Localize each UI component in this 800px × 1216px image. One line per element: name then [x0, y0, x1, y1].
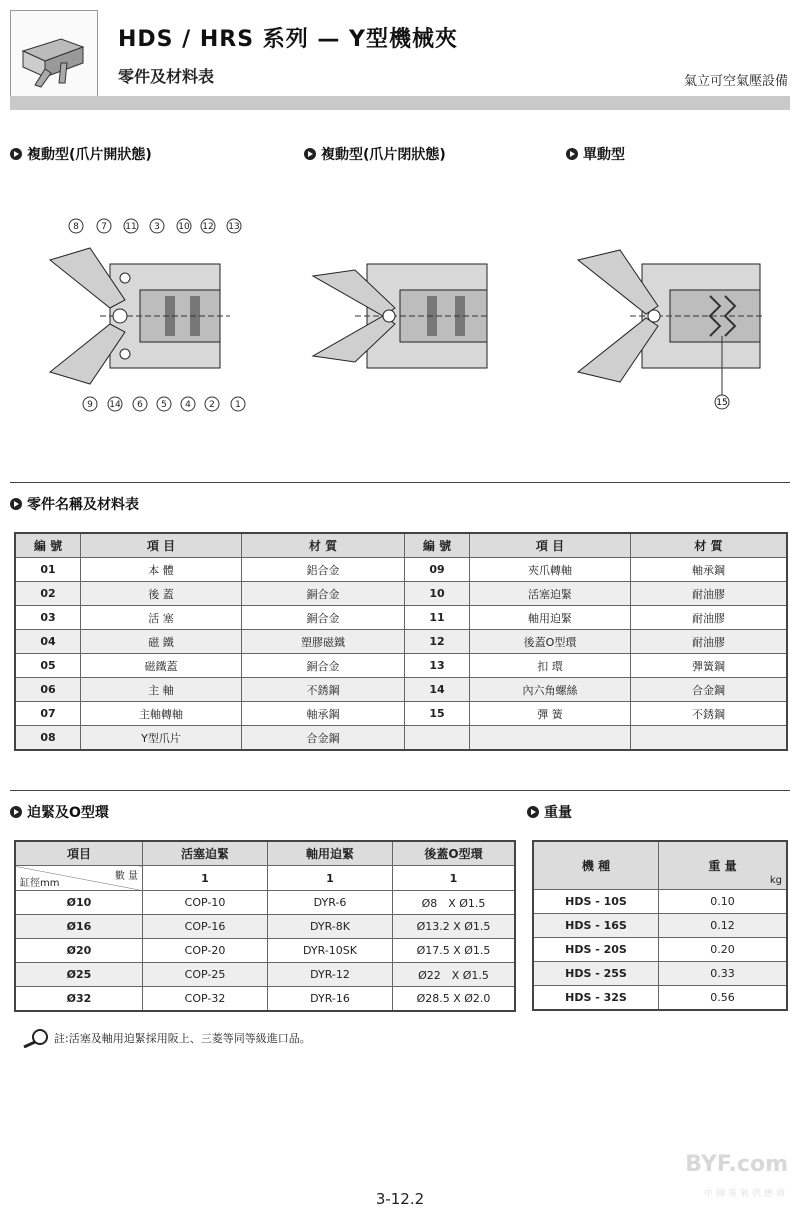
table-cell: 06 — [15, 678, 81, 702]
table-cell: 磁鐵蓋 — [81, 654, 242, 678]
callout-label: 3 — [154, 222, 160, 232]
table-cell: HDS - 10S — [533, 890, 659, 914]
table-cell: Ø22 X Ø1.5 — [393, 963, 516, 987]
table-cell: 耐油膠 — [631, 606, 788, 630]
company-name: 氣立可空氣壓設備 — [683, 74, 788, 89]
table-cell: 15 — [405, 702, 470, 726]
table-cell: 耐油膠 — [631, 582, 788, 606]
page-subtitle: 零件及材料表 — [118, 67, 215, 86]
table-header-row — [15, 533, 787, 558]
table-cell: DYR-12 — [268, 963, 393, 987]
col-header: 機 種 — [533, 841, 659, 890]
table-cell: 銅合金 — [242, 582, 405, 606]
table-cell: 0.20 — [659, 938, 788, 962]
col-header: 後蓋O型環 — [393, 841, 516, 866]
table-row — [15, 630, 787, 654]
col-header: 項 目 — [470, 533, 631, 558]
header-bar — [10, 96, 790, 110]
table-cell: 彈簧鋼 — [631, 654, 788, 678]
col-header: 軸用迫緊 — [268, 841, 393, 866]
table-cell: 01 — [15, 558, 81, 582]
table-cell: 耐油膠 — [631, 630, 788, 654]
table-row — [15, 987, 515, 1012]
callout-label: 12 — [202, 222, 214, 232]
callout-label: 11 — [125, 222, 137, 232]
table-cell: 內六角螺絲 — [470, 678, 631, 702]
table-cell: HDS - 32S — [533, 986, 659, 1011]
table-cell: 05 — [15, 654, 81, 678]
table-cell: DYR-8K — [268, 915, 393, 939]
qty-label: 數 量 — [114, 871, 138, 882]
table-cell: 扣 環 — [470, 654, 631, 678]
col-header: 材 質 — [631, 533, 788, 558]
table-header-row — [15, 841, 515, 866]
callout-label: 14 — [109, 400, 121, 410]
arrow-bullet-icon — [304, 148, 316, 160]
callout-label: 5 — [161, 400, 167, 410]
col-header: 編 號 — [405, 533, 470, 558]
weight-heading: 重量 — [527, 802, 572, 822]
diagram-heading-single: 單動型 — [566, 144, 625, 164]
table-row — [533, 986, 787, 1011]
table-cell: 10 — [405, 582, 470, 606]
table-cell: Ø32 — [15, 987, 143, 1012]
magnifier-icon — [20, 1028, 50, 1048]
gripper-open-diagram — [40, 212, 270, 417]
unit-label: kg — [769, 875, 782, 886]
table-cell: COP-32 — [143, 987, 268, 1012]
table-cell: 合金鋼 — [631, 678, 788, 702]
table-cell: 0.12 — [659, 914, 788, 938]
table-row — [533, 890, 787, 914]
table-cell: 0.33 — [659, 962, 788, 986]
seals-table — [14, 840, 516, 1012]
table-cell: DYR-6 — [268, 891, 393, 915]
table-cell: Ø10 — [15, 891, 143, 915]
table-row — [533, 938, 787, 962]
table-row — [15, 726, 787, 751]
table-cell: 0.56 — [659, 986, 788, 1011]
table-cell: 0.10 — [659, 890, 788, 914]
table-row — [15, 702, 787, 726]
qty-cell: 1 — [268, 866, 393, 891]
arrow-bullet-icon — [10, 806, 22, 818]
arrow-bullet-icon — [10, 148, 22, 160]
col-header: 活塞迫緊 — [143, 841, 268, 866]
table-cell: Ø16 — [15, 915, 143, 939]
section-divider — [10, 482, 790, 483]
table-cell: 軸承鋼 — [242, 702, 405, 726]
col-header: 重 量 kg — [659, 841, 788, 890]
seals-heading: 迫緊及O型環 — [10, 802, 109, 822]
diagram-heading-double-open: 複動型(爪片開狀態) — [10, 144, 152, 164]
table-cell: 鋁合金 — [242, 558, 405, 582]
watermark-logo: BYF.com — [685, 1152, 788, 1177]
table-row — [15, 915, 515, 939]
table-cell: Ø8 X Ø1.5 — [393, 891, 516, 915]
table-cell: 本 體 — [81, 558, 242, 582]
table-cell: 09 — [405, 558, 470, 582]
table-row — [15, 606, 787, 630]
table-cell: Ø28.5 X Ø2.0 — [393, 987, 516, 1012]
gripper-single-acting-diagram — [570, 240, 770, 415]
table-cell: Ø25 — [15, 963, 143, 987]
table-cell: 彈 簧 — [470, 702, 631, 726]
table-cell: 14 — [405, 678, 470, 702]
callout-label: 8 — [73, 222, 79, 232]
col-header: 編 號 — [15, 533, 81, 558]
table-cell: 04 — [15, 630, 81, 654]
callout-label: 4 — [185, 400, 191, 410]
arrow-bullet-icon — [10, 498, 22, 510]
table-cell: 夾爪轉軸 — [470, 558, 631, 582]
table-cell: 磁 鐵 — [81, 630, 242, 654]
table-cell: 不銹鋼 — [631, 702, 788, 726]
watermark-subtitle: 中國電氣供應商 — [703, 1189, 788, 1199]
table-cell: Ø13.2 X Ø1.5 — [393, 915, 516, 939]
weight-table — [532, 840, 788, 1011]
table-cell: 銅合金 — [242, 654, 405, 678]
table-row — [15, 654, 787, 678]
page-title: HDS / HRS 系列 — Y型機械夾 — [118, 27, 458, 52]
table-cell — [470, 726, 631, 751]
table-cell: COP-20 — [143, 939, 268, 963]
table-cell: 後蓋O型環 — [470, 630, 631, 654]
arrow-bullet-icon — [527, 806, 539, 818]
table-cell: 合金鋼 — [242, 726, 405, 751]
table-row — [15, 963, 515, 987]
table-cell: COP-10 — [143, 891, 268, 915]
callout-label: 2 — [209, 400, 215, 410]
quantity-row — [15, 866, 515, 891]
diagonal-header-cell — [15, 866, 143, 891]
table-cell: 活 塞 — [81, 606, 242, 630]
gripper-closed-diagram — [305, 250, 495, 375]
table-cell: 08 — [15, 726, 81, 751]
table-row — [15, 582, 787, 606]
table-row — [533, 962, 787, 986]
table-row — [15, 558, 787, 582]
parts-table — [14, 532, 788, 751]
arrow-bullet-icon — [566, 148, 578, 160]
table-header-row — [533, 841, 787, 890]
table-cell: 塑膠磁鐵 — [242, 630, 405, 654]
col-header: 項 目 — [81, 533, 242, 558]
table-cell: Y型爪片 — [81, 726, 242, 751]
footnote: 註:活塞及軸用迫緊採用阪上、三菱等同等級進口品。 — [20, 1028, 311, 1048]
table-cell: 銅合金 — [242, 606, 405, 630]
table-cell: 軸用迫緊 — [470, 606, 631, 630]
product-thumbnail — [10, 10, 98, 98]
callout-label: 9 — [87, 400, 93, 410]
callout-label: 10 — [178, 222, 190, 232]
col-header: 材 質 — [242, 533, 405, 558]
diagram-heading-double-closed: 複動型(爪片閉狀態) — [304, 144, 446, 164]
table-cell: 不銹鋼 — [242, 678, 405, 702]
table-cell: COP-25 — [143, 963, 268, 987]
table-cell: HDS - 25S — [533, 962, 659, 986]
table-cell: 03 — [15, 606, 81, 630]
table-cell: 後 蓋 — [81, 582, 242, 606]
table-cell: DYR-10SK — [268, 939, 393, 963]
table-cell: 12 — [405, 630, 470, 654]
table-row — [533, 914, 787, 938]
table-cell: 軸承鋼 — [631, 558, 788, 582]
table-cell: Ø20 — [15, 939, 143, 963]
table-row — [15, 678, 787, 702]
qty-cell: 1 — [143, 866, 268, 891]
section-divider — [10, 790, 790, 791]
callout-label: 13 — [228, 222, 240, 232]
callout-label: 15 — [716, 398, 728, 408]
qty-cell: 1 — [393, 866, 516, 891]
table-cell: 02 — [15, 582, 81, 606]
table-cell: 13 — [405, 654, 470, 678]
table-cell: 主軸轉軸 — [81, 702, 242, 726]
table-cell: COP-16 — [143, 915, 268, 939]
table-row — [15, 939, 515, 963]
table-cell: 活塞迫緊 — [470, 582, 631, 606]
table-cell — [405, 726, 470, 751]
table-cell: 主 軸 — [81, 678, 242, 702]
table-cell: Ø17.5 X Ø1.5 — [393, 939, 516, 963]
callout-label: 7 — [101, 222, 107, 232]
table-cell: 11 — [405, 606, 470, 630]
table-row — [15, 891, 515, 915]
table-cell: HDS - 16S — [533, 914, 659, 938]
callout-label: 6 — [137, 400, 143, 410]
table-cell: HDS - 20S — [533, 938, 659, 962]
parts-heading: 零件名稱及材料表 — [10, 494, 139, 514]
page-number: 3-12.2 — [375, 1190, 425, 1208]
table-cell: 07 — [15, 702, 81, 726]
col-header: 項目 — [15, 841, 143, 866]
bore-label: 缸徑mm — [20, 878, 60, 889]
callout-label: 1 — [235, 400, 241, 410]
table-cell — [631, 726, 788, 751]
table-cell: DYR-16 — [268, 987, 393, 1012]
